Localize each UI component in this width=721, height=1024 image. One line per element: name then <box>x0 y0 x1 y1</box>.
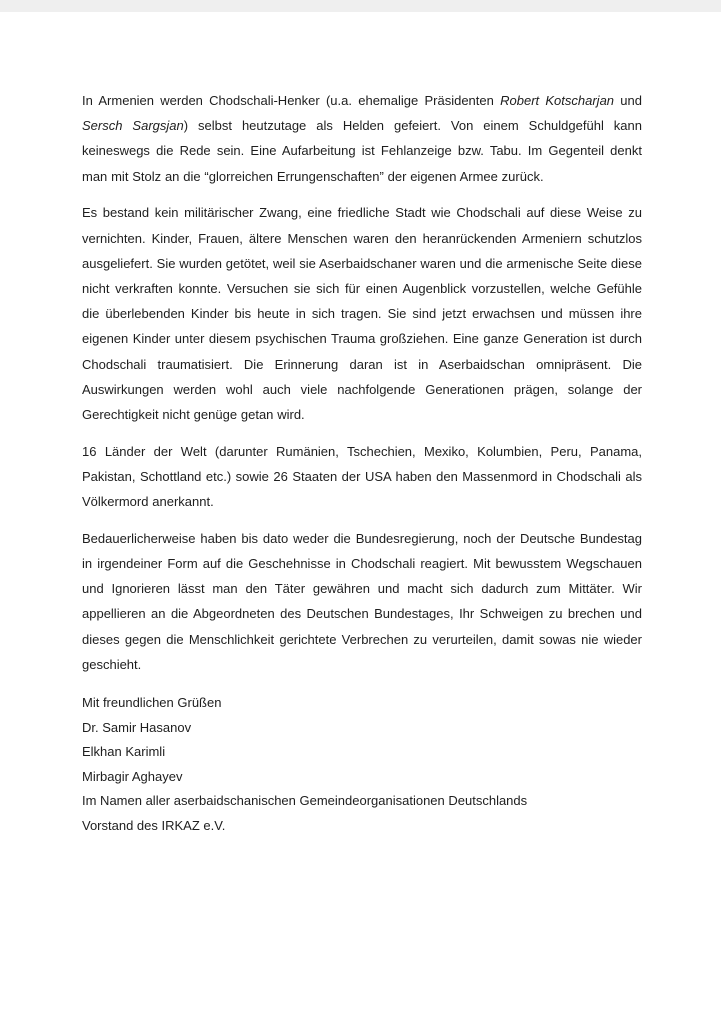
closing-greeting: Mit freundlichen Grüßen <box>82 694 222 710</box>
italic-name-kotscharjan: Robert Kotscharjan <box>500 93 615 108</box>
text-run: In Armenien werden Chodschali-Henker (u.a. ehemalige Präsidenten <box>82 93 501 108</box>
signatory-name: Dr. Samir Hasanov <box>82 719 192 735</box>
viewer-top-bar <box>0 0 721 12</box>
italic-name-sargsjan: Sersch Sargsjan <box>82 118 184 134</box>
signatory-name: Mirbagir Aghayev <box>82 768 183 784</box>
text-run: Bedauerlicherweise haben bis dato weder die Bundesregierung, noch der Deutsche Bundestag in irgendeiner Form auf die Geschehnisse in Chodschali reagiert. Mit bewusstem Wegschauen und Ignorieren lässt man den Täter gewähren und macht sich dadurch zum Mittäter. Wir appellieren an die Abgeordneten des Deutschen Bundestages, Ihr Schweigen zu brechen und dieses gegen die Menschlichkeit gerichtete Verbrechen zu verurteilen, damit sowas nie wieder geschieht. <box>82 530 642 672</box>
on-behalf-line: Im Namen aller aserbaidschanischen Gemeindeorganisationen Deutschlands <box>82 793 528 809</box>
paragraph-appeal <box>82 526 642 677</box>
text-run: ) selbst heutzutage als Helden gefeiert. Von einem Schuldgefühl kann keineswegs die Rede sein. Eine Aufarbeitung ist Fehlanzeige bzw. Tabu. Im Gegenteil denkt man mit Stolz an die “glorreichen Errungenschaften” der eigenen Armee zurück. <box>82 118 642 184</box>
signatory-name: Elkhan Karimli <box>82 744 166 760</box>
paragraph-recognition <box>82 439 642 515</box>
text-run: Es bestand kein militärischer Zwang, eine friedliche Stadt wie Chodschali auf diese Weise zu vernichten. Kinder, Frauen, ältere Menschen waren den heranrückenden Armeniern schutzlos ausgeliefert. Sie wurden getötet, weil sie Aserbaidschaner waren und die armenische Seite diese nicht verkraften konnte. Versuchen sie sich für einen Augenblick vorzustellen, welche Gefühle die überlebenden Kinder bis heute in sich tragen. Sie sind jetzt erwachsen und müssen ihre eigenen Kinder unter diesem psychischen Trauma großziehen. Eine ganze Generation ist durch Chodschali traumatisiert. Die Erinnerung daran ist in Aserbaidschan omnipräsent. Die Auswirkungen werden wohl auch viele nachfolgende Generationen prägen, solange der Gerechtigkeit nicht genüge getan wird. <box>82 205 642 422</box>
text-run: 16 Länder der Welt (darunter Rumänien, Tschechien, Mexiko, Kolumbien, Peru, Panama, Pakistan, Schottland etc.) sowie 26 Staaten der USA haben den Massenmord in Chodschali als Völkermord anerkannt. <box>82 443 642 510</box>
closing-block <box>82 691 642 839</box>
board-line: Vorstand des IRKAZ e.V. <box>82 817 226 833</box>
letter-page <box>82 88 642 839</box>
text-run: und <box>614 93 642 108</box>
paragraph-armenia-heroes <box>82 88 642 189</box>
paragraph-no-military-necessity <box>82 200 642 427</box>
